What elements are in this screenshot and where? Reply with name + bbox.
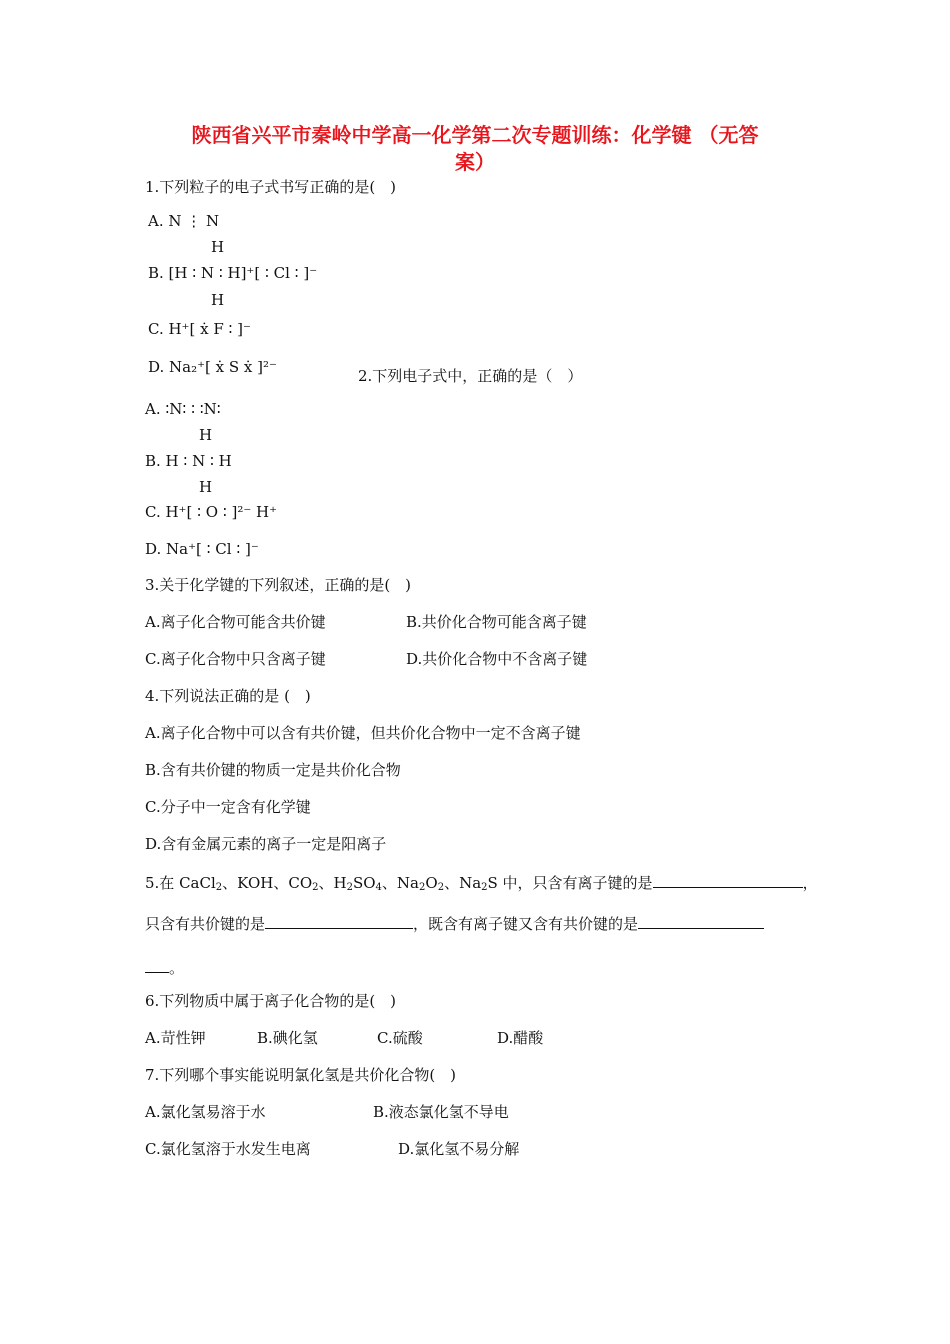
q2-option-b: B. H ∶ N ∶ H xyxy=(145,452,232,470)
q7-option-d: D.氯化氢不易分解 xyxy=(398,1140,520,1158)
q5-line-1: 5.在 CaCl$_2$、KOH、$CO_2$、$H_2SO_4$、$Na_2O_2$、$Na_2S$ 中，只含有离子键的是 ， xyxy=(145,874,818,893)
q2-option-a: A. ∶N∶ ∶ ∶N∶ xyxy=(145,400,221,418)
q4-option-a: A.离子化合物中可以含有共价键，但共价化合物中一定不含离子键 xyxy=(145,724,581,742)
q5-blank-ionic-only[interactable] xyxy=(653,872,803,888)
q6-stem: 6.下列物质中属于离子化合物的是( ) xyxy=(145,992,397,1010)
page-title xyxy=(140,122,810,176)
q3-option-a: A.离子化合物可能含共价键 xyxy=(145,613,326,631)
q7-stem: 7.下列哪个事实能说明氯化氢是共价化合物( ) xyxy=(145,1066,457,1084)
q7-option-c: C.氯化氢溶于水发生电离 xyxy=(145,1140,311,1158)
q4-option-b: B.含有共价键的物质一定是共价化合物 xyxy=(145,761,401,779)
q3-stem: 3.关于化学键的下列叙述，正确的是( ) xyxy=(145,576,412,594)
q1-option-a: A. N ⋮ N xyxy=(148,212,220,230)
q2-option-b-top-h: H xyxy=(199,426,213,444)
q7-option-a: A.氯化氢易溶于水 xyxy=(145,1103,266,1121)
q2-option-d: D. Na⁺[ ∶ Cl ∶ ]⁻ xyxy=(145,540,259,558)
q1-option-c: C. H⁺[ ẋ F ∶ ]⁻ xyxy=(148,320,251,338)
q2-stem: 2.下列电子式中，正确的是（ ） xyxy=(358,367,583,385)
q1-stem: 1.下列粒子的电子式书写正确的是( ) xyxy=(145,178,397,196)
q5-line-2: 只含有共价键的是 ，既含有离子键又含有共价键的是 xyxy=(145,913,764,934)
q5-blank-continued[interactable] xyxy=(145,957,169,973)
q1-option-b-bottom-h: H xyxy=(211,291,225,309)
q6-option-b: B.碘化氢 xyxy=(257,1029,318,1047)
q4-option-d: D.含有金属元素的离子一定是阳离子 xyxy=(145,835,387,853)
q1-option-d: D. Na₂⁺[ ẋ S ẋ ]²⁻ xyxy=(148,358,277,376)
q2-option-b-bottom-h: H xyxy=(199,478,213,496)
q3-option-d: D.共价化合物中不含离子键 xyxy=(406,650,588,668)
q3-option-c: C.离子化合物中只含离子键 xyxy=(145,650,326,668)
q2-option-c: C. H⁺[ ∶ O ∶ ]²⁻ H⁺ xyxy=(145,503,278,521)
q6-option-c: C.硫酸 xyxy=(377,1029,423,1047)
q1-option-b: B. [H ∶ N ∶ H]⁺[ ∶ Cl ∶ ]⁻ xyxy=(148,264,318,282)
q5-blank-both-bonds[interactable] xyxy=(638,913,764,929)
q4-stem: 4.下列说法正确的是 ( ) xyxy=(145,687,311,705)
q1-option-b-top-h: H xyxy=(211,238,225,256)
q3-option-b: B.共价化合物可能含离子键 xyxy=(406,613,587,631)
q6-option-d: D.醋酸 xyxy=(497,1029,544,1047)
q4-option-c: C.分子中一定含有化学键 xyxy=(145,798,311,816)
title-line-2: 案） xyxy=(455,150,495,174)
q5-blank-covalent-only[interactable] xyxy=(265,913,413,929)
q5-line-3: 。 xyxy=(145,957,184,978)
q6-option-a: A.苛性钾 xyxy=(145,1029,206,1047)
q7-option-b: B.液态氯化氢不导电 xyxy=(373,1103,509,1121)
title-line-1: 陕西省兴平市秦岭中学高一化学第二次专题训练：化学键 （无答 xyxy=(191,123,759,147)
